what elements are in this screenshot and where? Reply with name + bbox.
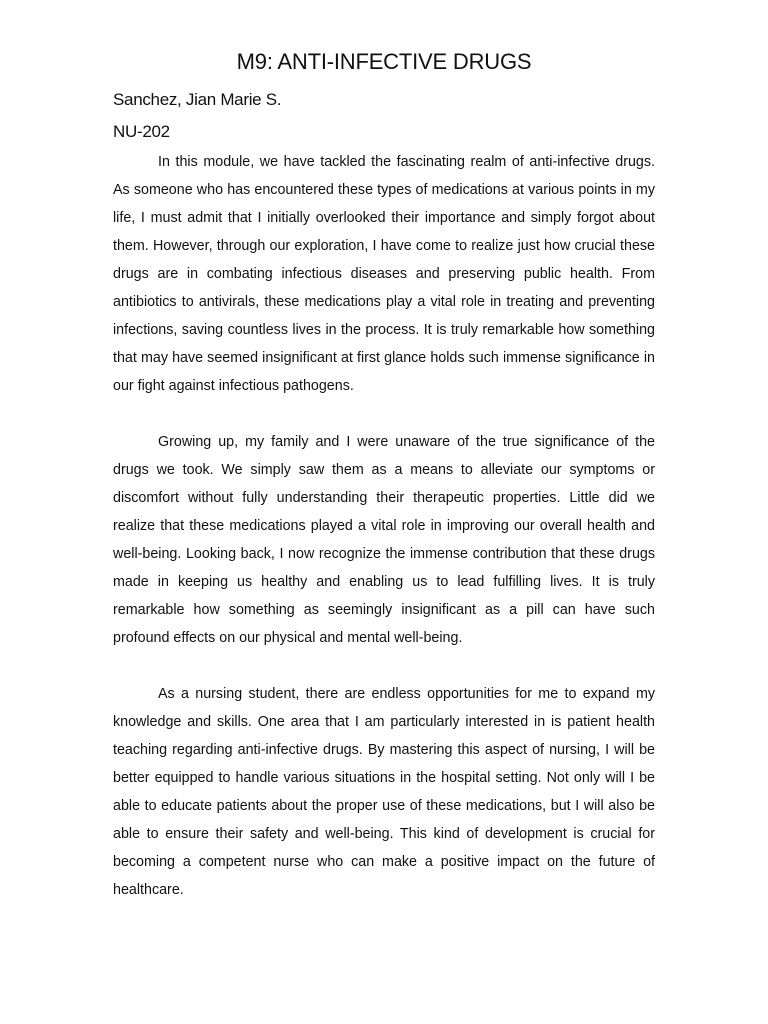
- paragraph-3: As a nursing student, there are endless opportunities for me to expand my knowledge and skills. One area that I am particularly interested in is patient health teaching regarding anti-infective drugs. By mastering this aspect of nursing, I will be better equipped to handle various situations in the hospital setting. Not only will I be able to educate patients about the proper use of these medications, but I will also be able to ensure their safety and well-being. This kind of development is crucial for becoming a competent nurse who can make a positive impact on the future of healthcare.: [113, 686, 655, 898]
- document-body: [113, 148, 655, 904]
- paragraph-2: Growing up, my family and I were unaware of the true significance of the drugs we took. We simply saw them as a means to alleviate our symptoms or discomfort without fully understanding their therapeutic properties. Little did we realize that these medications played a vital role in improving our overall health and well-being. Looking back, I now recognize the immense contribution that these drugs made in keeping us healthy and enabling us to lead fulfilling lives. It is truly remarkable how something as seemingly insignificant as a pill can have such profound effects on our physical and mental well-being.: [113, 434, 655, 646]
- author-name: Sanchez, Jian Marie S.: [113, 90, 282, 109]
- course-section: NU-202: [113, 122, 170, 141]
- paragraph-1: In this module, we have tackled the fascinating realm of anti-infective drugs. As someone who has encountered these types of medications at various points in my life, I must admit that I initially overlooked their importance and simply forgot about them. However, through our exploration, I have come to realize just how crucial these drugs are in combating infectious diseases and preserving public health. From antibiotics to antivirals, these medications play a vital role in treating and preventing infections, saving countless lives in the process. It is truly remarkable how something that may have seemed insignificant at first glance holds such immense significance in our fight against infectious pathogens.: [113, 154, 655, 394]
- document-title: M9: ANTI-INFECTIVE DRUGS: [236, 49, 532, 74]
- document-page: [113, 44, 655, 932]
